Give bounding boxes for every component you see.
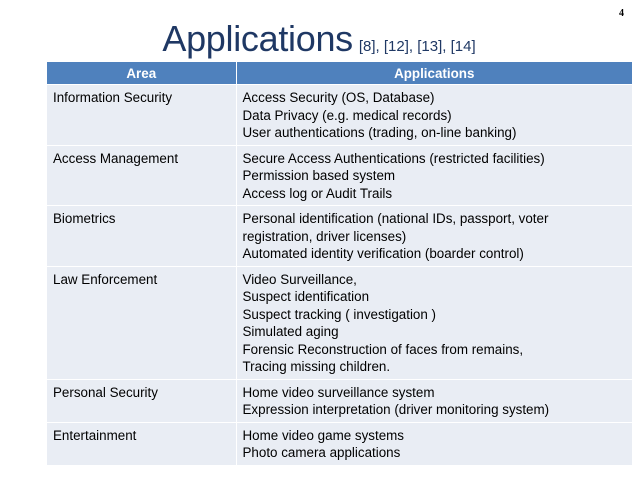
applications-cell — [236, 206, 632, 267]
table-row — [47, 379, 632, 422]
area-cell: Entertainment — [47, 422, 236, 465]
application-item: User authentications (trading, on-line banking) — [242, 125, 517, 140]
application-item: Expression interpretation (driver monitoring system) — [242, 402, 550, 417]
application-item: Home video game systems — [242, 427, 404, 443]
applications-cell — [236, 422, 632, 465]
area-cell: Information Security — [47, 85, 236, 146]
application-item: Data Privacy (e.g. medical records) — [242, 107, 452, 123]
applications-cell — [236, 85, 632, 146]
application-item: Permission based system — [242, 168, 396, 183]
application-item: registration, driver licenses) — [242, 228, 407, 244]
application-item: Photo camera applications — [242, 445, 401, 460]
application-item: Simulated aging — [242, 324, 339, 339]
title-references: [8], [12], [13], [14] — [358, 38, 476, 55]
applications-cell — [236, 379, 632, 422]
slide-title — [0, 18, 638, 60]
table-row — [47, 422, 632, 465]
application-item: Personal identification (national IDs, passport, voter — [242, 211, 549, 226]
applications-table — [47, 62, 632, 465]
application-item: Suspect tracking ( investigation ) — [242, 306, 437, 322]
area-cell: Personal Security — [47, 379, 236, 422]
applications-cell — [236, 145, 632, 206]
application-item: Forensic Reconstruction of faces from remains, — [242, 341, 524, 357]
title-main: Applications — [162, 18, 353, 59]
application-item: Tracing missing children. — [242, 359, 391, 374]
header-area: Area — [47, 62, 236, 85]
application-item: Video Surveillance, — [242, 271, 357, 287]
table-row — [47, 206, 632, 267]
header-applications: Applications — [236, 62, 632, 85]
application-item: Access log or Audit Trails — [242, 185, 393, 201]
table-header-row — [47, 62, 632, 85]
application-item: Access Security (OS, Database) — [242, 90, 435, 105]
application-item: Secure Access Authentications (restricted facilities) — [242, 150, 545, 166]
applications-cell — [236, 266, 632, 379]
application-item: Home video surveillance system — [242, 384, 435, 400]
area-cell: Biometrics — [47, 206, 236, 267]
table-row — [47, 266, 632, 379]
page-number: 4 — [619, 8, 624, 19]
area-cell: Law Enforcement — [47, 266, 236, 379]
table-row — [47, 85, 632, 146]
application-item: Suspect identification — [242, 289, 370, 304]
area-cell: Access Management — [47, 145, 236, 206]
application-item: Automated identity verification (boarder control) — [242, 246, 524, 261]
table-row — [47, 145, 632, 206]
